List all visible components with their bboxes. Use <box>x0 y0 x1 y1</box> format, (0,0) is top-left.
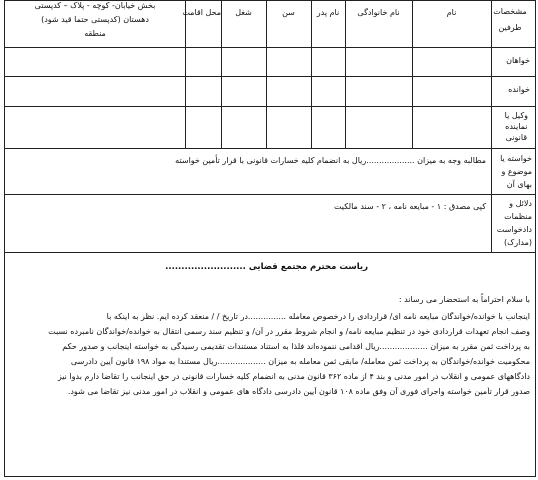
row-attorney-label: وکیل یا نماینده قانونی <box>504 111 528 142</box>
col-job: شغل <box>235 8 252 17</box>
body-line: دادگاههای عمومی و انقلاب در امور مدنی و بند ۴ از ماده ۳۶۲ قانون مدنی به انضمام کلیه خسارات قانونی در حق اینجانب را تقاضا دارم بدواً نیز <box>57 372 530 381</box>
body-line: اینجانب با خوانده/خواندگان مبایعه نامه ای/ قراردادی را درخصوص معامله ...............در تاریخ / / منعقد کرده ایم. نظر به اینکه با <box>106 312 530 321</box>
table-line <box>221 0 222 148</box>
table-line <box>4 76 536 77</box>
table-line <box>535 0 536 476</box>
col-residence: محل اقامت <box>182 8 221 17</box>
table-line <box>4 0 5 476</box>
body-line: وصف انجام تعهدات قراردادی خود در تنظیم مبایعه نامه/ و انجام شروط مقرر در آن/ و تنظیم سند رسمی انتقال به خوانده/خواندگان نامبرده نسبت <box>48 327 530 336</box>
evidence-text: کپی مصدق : ۱ - مبایعه نامه ، ۲ - سند مالکیت <box>333 202 486 211</box>
row-defendant-label: خوانده <box>508 85 530 94</box>
col-age: سن <box>282 8 295 17</box>
table-line <box>345 0 346 148</box>
body-line: صدور قرار تأمین خواسته واجرای فوری آن وفق ماده ۱۰۸ قانون آیین دادرسی دادگاه های عمومی و انقلاب در امور مدنی نیز تقاضا می شود. <box>67 387 530 396</box>
col-family: نام خانوادگی <box>357 8 400 17</box>
table-line <box>491 0 492 252</box>
row-plaintiff-label: خواهان <box>506 56 530 65</box>
col-father: نام پدر <box>316 8 340 17</box>
header-side-label: مشخصات طرفین <box>493 7 527 32</box>
table-line <box>4 106 536 107</box>
table-line <box>185 0 186 148</box>
table-line <box>412 0 413 148</box>
body-line: محکومیت خوانده/خواندگان به پرداخت ثمن معامله/ مابقی ثمن معامله به میزان ...................ریال مستنداً به مواد ۱۹۸ قانون آیین دادرسی <box>70 357 530 366</box>
col-name: نام <box>446 8 457 17</box>
evidence-label: دلائل و منظمات دادخواست (مدارک) <box>496 199 532 247</box>
table-line <box>266 0 267 148</box>
table-line <box>4 194 536 195</box>
table-line <box>4 47 536 48</box>
addressee-title: ریاست محترم مجتمع قضایی ......................... <box>165 262 368 272</box>
claim-label: خواسته یا موضوع و بهای آن <box>500 154 532 189</box>
col-address: بخش خیابان- کوچه - پلاک – کدپستی دهستان (کدپستی حتما قید شود) منطقه <box>34 1 156 38</box>
body-line: به پرداخت ثمن مقرر به میزان ...................ریال اقدامی ننموده‌اند فلذا به استناد مستندات تقدیمی رسیدگی به خواسته اینجانب و صدور حکم <box>62 342 530 351</box>
claim-text: مطالبه وجه به میزان ...................ریال به انضمام کلیه خسارات قانونی با قرار تأمین خواسته <box>175 156 486 165</box>
table-line <box>4 476 536 477</box>
greeting: با سلام احتراماً به استحضار می رساند : <box>398 295 530 304</box>
table-line <box>4 252 536 253</box>
table-line <box>4 148 536 149</box>
table-line <box>311 0 312 148</box>
